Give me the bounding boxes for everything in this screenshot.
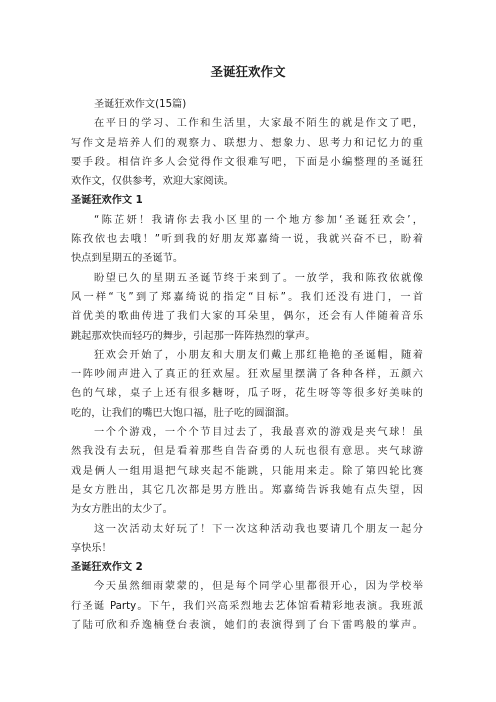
- paragraph-line: 吃的，让我们的嘴巴大饱口福，肚子吃的圆溜溜。: [71, 407, 296, 419]
- paragraph-line: 欢作文，仅供参考，欢迎大家阅读。: [71, 176, 234, 188]
- paragraph-line: 风一样“飞”到了郑嘉绮说的指定“目标”。我们还没有进门，一首: [71, 291, 423, 303]
- document-body: [71, 95, 423, 635]
- paragraph-line: 是女方胜出，其它几次都是男方胜出。郑嘉绮告诉我她有点失望，因: [71, 484, 423, 496]
- section-heading: 圣诞狂欢作文 2: [71, 562, 143, 574]
- paragraph-line: 行圣诞 Party。下午，我们兴高采烈地去艺体馆看精彩地表演。我班派: [71, 600, 423, 612]
- paragraph: [71, 114, 423, 191]
- paragraph: [71, 520, 423, 559]
- paragraph-line: 圣诞狂欢作文(15篇): [94, 99, 187, 110]
- paragraph-line: 要手段。相信许多人会觉得作文很难写吧，下面是小编整理的圣诞狂: [71, 156, 423, 168]
- paragraph-line: 然我没有去玩，但是看着那些自告奋勇的人玩也很有意思。夹气球游: [71, 446, 423, 458]
- paragraph: [71, 211, 423, 269]
- paragraph-line: 一阵吵闹声进入了真正的狂欢屋。狂欢屋里摆满了各种各样，五颜六: [71, 369, 423, 381]
- paragraph: [71, 95, 423, 114]
- paragraph: [71, 577, 423, 635]
- paragraph-line: 享快乐！: [71, 542, 112, 554]
- paragraph-line: 写作文是培养人们的观察力、联想力、想象力、思考力和记忆力的重: [71, 137, 423, 149]
- paragraph: [71, 423, 423, 519]
- paragraph-line: 今天虽然细雨蒙蒙的，但是每个同学心里都很开心，因为学校举: [94, 581, 423, 593]
- paragraph-line: 狂欢会开始了，小朋友和大朋友们戴上那红艳艳的圣诞帽，随着: [94, 349, 423, 361]
- paragraph-line: 跳起那欢快而轻巧的舞步，引起那一阵阵热烈的掌声。: [71, 330, 316, 342]
- paragraph-line: 色的气球，桌子上还有很多糖呀，瓜子呀，花生呀等等很多好美味的: [71, 388, 423, 400]
- document-title: 圣诞狂欢作文: [210, 64, 286, 79]
- paragraph-line: 这一次活动太好玩了！下一次这种活动我也要请几个朋友一起分: [94, 523, 423, 535]
- paragraph-line: 快点到星期五的圣诞节。: [71, 253, 184, 265]
- section-heading: 圣诞狂欢作文 1: [71, 195, 143, 207]
- paragraph-line: 一个个游戏，一个个节目过去了，我最喜欢的游戏是夹气球！虽: [94, 427, 423, 439]
- paragraph: [71, 346, 423, 423]
- paragraph-line: 陈孜依也去哦！”听到我的好朋友郑嘉绮一说，我就兴奋不已，盼着: [71, 234, 423, 246]
- paragraph-line: 盼望已久的星期五圣诞节终于来到了。一放学，我和陈孜依就像: [94, 272, 423, 284]
- paragraph-line: 为女方胜出的太少了。: [71, 504, 173, 516]
- paragraph: [71, 269, 423, 346]
- paragraph-line: 戏是俩人一组用退把气球夹起不能跳，只能用来走。除了第四轮比赛: [71, 465, 423, 477]
- paragraph-line: 了陆可欣和乔逸楠登台表演，她们的表演得到了台下雷鸣般的掌声。: [71, 620, 423, 632]
- paragraph-line: “陈芷妍！我请你去我小区里的一个地方参加‘圣诞狂欢会’，: [94, 214, 423, 226]
- paragraph-line: 首优美的歌曲传进了我们大家的耳朵里，偶尔，还会有人伴随着音乐: [71, 311, 423, 323]
- paragraph-line: 在平日的学习、工作和生活里，大家最不陌生的就是作文了吧，: [94, 118, 423, 130]
